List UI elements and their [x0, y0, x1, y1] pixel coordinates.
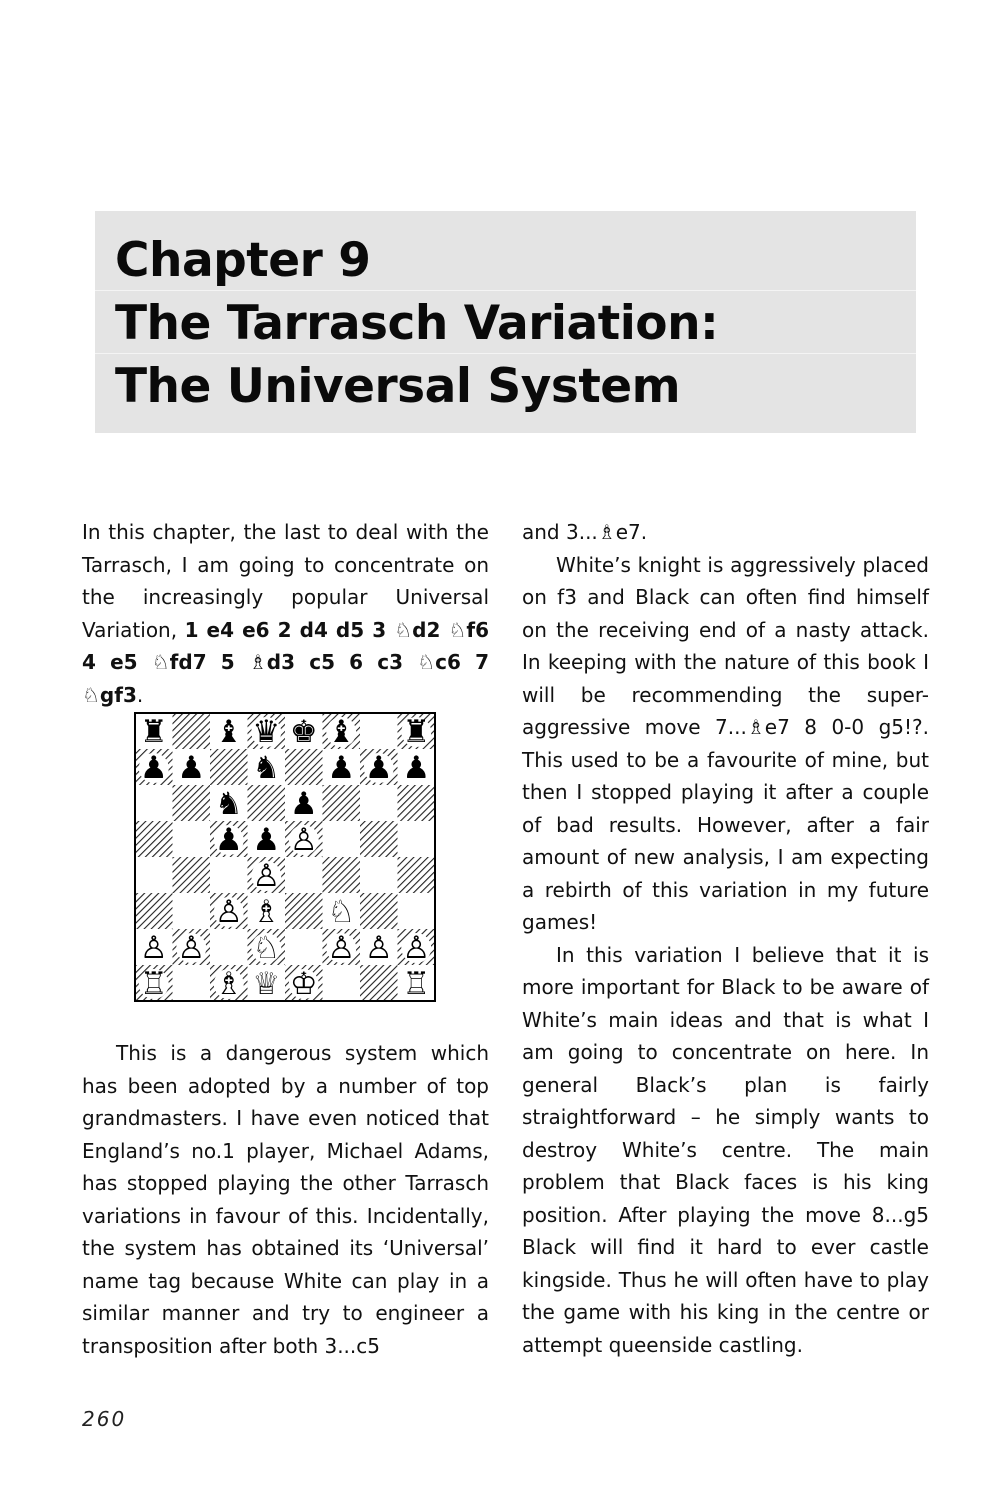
body-paragraph: In this variation I believe that it is more important for Black to be aware of White’s main ideas and that is what I am going to concentrate on here. In general Black’s plan is fairly straightforward – he simply wants to destroy White’s centre. The main problem that Black faces is his king position. After playing the move 8...g5 Black will find it hard to ever castle kingside. Thus he will often have to play the game with his king in the centre or attempt queenside castling.	[522, 942, 929, 1357]
chapter-title-line-2: The Universal System	[115, 359, 681, 414]
black-pawn-icon: ♟	[327, 750, 356, 786]
white-pawn-icon: ♙	[139, 930, 168, 966]
white-knight-icon: ♘	[327, 894, 356, 930]
board-square-dark	[173, 785, 211, 821]
black-pawn-icon: ♟	[364, 750, 393, 786]
board-square-dark	[398, 785, 436, 821]
black-pawn-icon: ♟	[289, 786, 318, 822]
board-square-light	[135, 785, 173, 821]
black-bishop-icon: ♝	[214, 714, 243, 750]
board-square-light	[210, 929, 248, 965]
black-pawn-icon: ♟	[139, 750, 168, 786]
board-square-light	[285, 929, 323, 965]
chapter-header-box	[95, 211, 916, 433]
board-square-light	[173, 893, 211, 929]
board-square-dark	[360, 821, 398, 857]
left-column-intro	[82, 516, 489, 711]
chess-board	[134, 712, 436, 1002]
right-column	[522, 516, 929, 1361]
board-square-dark	[360, 965, 398, 1001]
white-rook-icon: ♖	[402, 966, 431, 1002]
board-square-dark	[323, 785, 361, 821]
board-square-dark	[210, 749, 248, 785]
black-knight-icon: ♞	[214, 786, 243, 822]
black-bishop-icon: ♝	[327, 714, 356, 750]
body-paragraph: This is a dangerous system which has been adopted by a number of top grandmasters. I have even noticed that England’s no.1 player, Michael Adams, has stopped playing the other Tarrasch variations in favour of this. Incidentally, the system has obtained its ‘Universal’ name tag because White can play in a similar manner and try to engineer a transposition after both 3...c5	[82, 1041, 489, 1358]
black-pawn-icon: ♟	[214, 822, 243, 858]
chess-diagram	[134, 712, 436, 1002]
black-rook-icon: ♜	[402, 714, 431, 750]
board-square-light	[360, 713, 398, 749]
black-pawn-icon: ♟	[252, 822, 281, 858]
board-square-light	[285, 857, 323, 893]
board-square-dark	[248, 785, 286, 821]
white-pawn-icon: ♙	[327, 930, 356, 966]
white-pawn-icon: ♙	[402, 930, 431, 966]
board-square-dark	[398, 857, 436, 893]
board-square-light	[398, 821, 436, 857]
chapter-label: Chapter 9	[115, 233, 371, 288]
white-king-icon: ♔	[289, 966, 318, 1002]
white-pawn-icon: ♙	[177, 930, 206, 966]
board-square-light	[323, 821, 361, 857]
black-rook-icon: ♜	[139, 714, 168, 750]
chapter-title-line-1: The Tarrasch Variation:	[115, 296, 719, 351]
intro-end: .	[136, 682, 144, 707]
board-square-light	[173, 821, 211, 857]
white-queen-icon: ♕	[252, 966, 281, 1002]
black-king-icon: ♚	[289, 714, 318, 750]
white-rook-icon: ♖	[139, 966, 168, 1002]
page-number: 260	[82, 1407, 127, 1431]
white-bishop-icon: ♗	[252, 894, 281, 930]
white-knight-icon: ♘	[252, 930, 281, 966]
intro-moves: 1 e4 e6 2 d4 d5 3 ♘d2 ♘f6 4 e5 ♘fd7 5 ♗d3 c5 6 c3 ♘c6 7 ♘gf3	[82, 617, 489, 707]
chapter-title	[115, 229, 718, 418]
black-pawn-icon: ♟	[402, 750, 431, 786]
board-square-light	[173, 965, 211, 1001]
black-queen-icon: ♛	[252, 714, 281, 750]
intro-paragraph	[82, 516, 489, 711]
board-square-light	[360, 785, 398, 821]
board-square-dark	[360, 893, 398, 929]
body-paragraph: and 3...♗e7.	[522, 520, 648, 544]
intro-text: In this chapter, the last to deal with the Tarrasch, I am going to concentrate on the increasingly popular Universal Variation,	[82, 520, 489, 642]
white-pawn-icon: ♙	[214, 894, 243, 930]
white-pawn-icon: ♙	[364, 930, 393, 966]
board-square-dark	[285, 893, 323, 929]
board-square-light	[398, 893, 436, 929]
white-pawn-icon: ♙	[252, 858, 281, 894]
board-square-dark	[135, 821, 173, 857]
body-paragraph: White’s knight is aggressively placed on f3 and Black can often find himself on the receiving end of a nasty attack. In keeping with the nature of this book I will be recommending the super-aggressive move 7...♗e7 8 0-0 g5!?. This used to be a favourite of mine, but then I stopped playing it after a couple of bad results. However, after a fair amount of new analysis, I am expecting a rebirth of this variation in my future games!	[522, 552, 929, 934]
board-square-dark	[323, 857, 361, 893]
black-pawn-icon: ♟	[177, 750, 206, 786]
board-square-light	[323, 965, 361, 1001]
white-pawn-icon: ♙	[289, 822, 318, 858]
black-knight-icon: ♞	[252, 750, 281, 786]
board-square-dark	[173, 713, 211, 749]
board-square-light	[360, 857, 398, 893]
board-square-dark	[285, 749, 323, 785]
white-bishop-icon: ♗	[214, 966, 243, 1002]
board-square-dark	[135, 893, 173, 929]
board-square-light	[210, 857, 248, 893]
left-column-body	[82, 1037, 489, 1362]
board-square-dark	[173, 857, 211, 893]
board-square-light	[135, 857, 173, 893]
